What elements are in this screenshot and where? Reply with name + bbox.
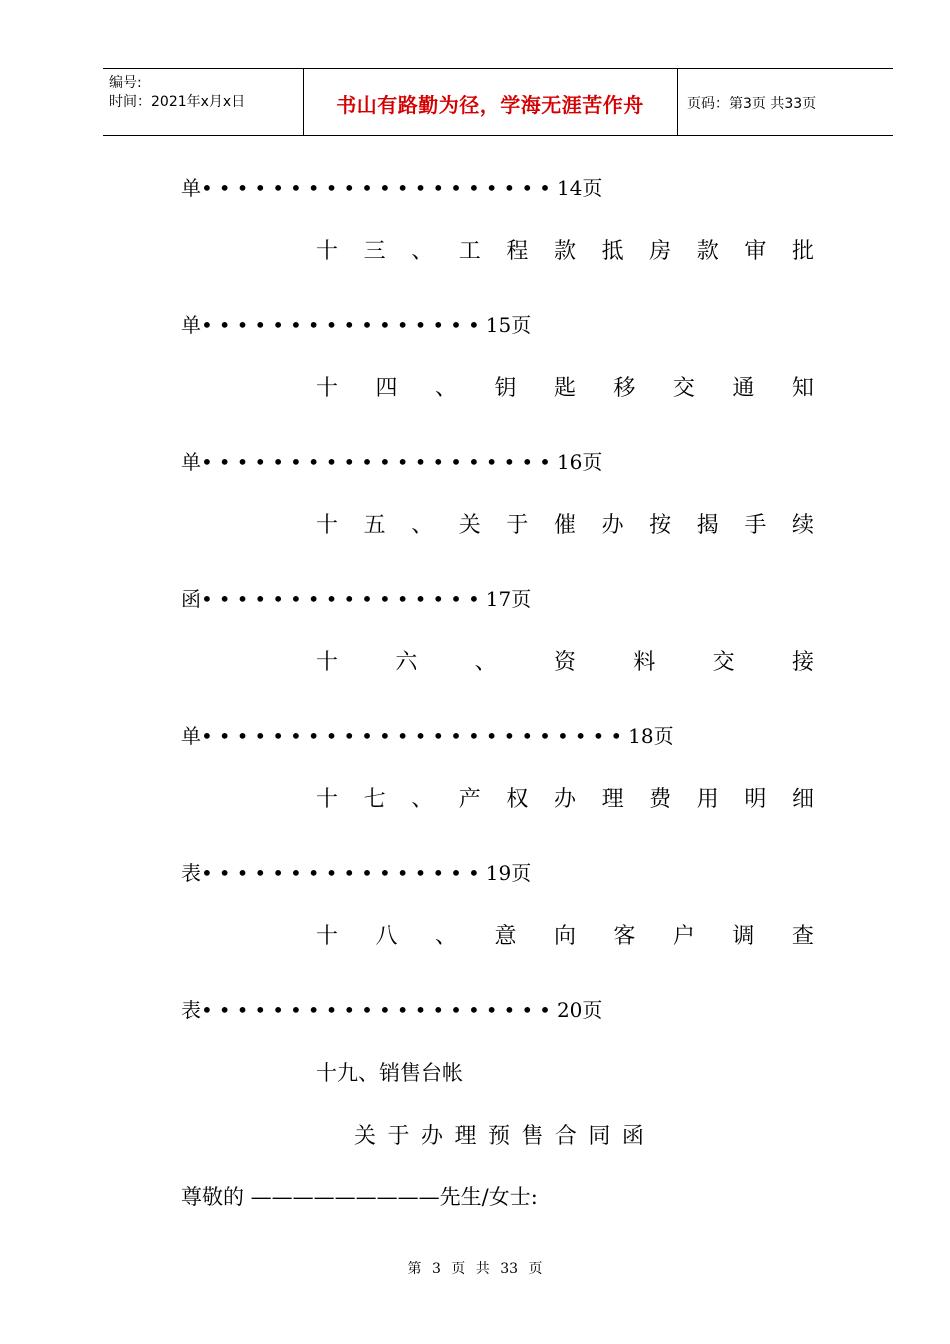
title-char: 关 <box>458 513 481 538</box>
title-char: 细 <box>791 787 814 812</box>
title-char: 向 <box>553 924 576 949</box>
toc-entry-title <box>316 919 814 950</box>
title-char: 费 <box>649 787 672 812</box>
title-char: 合 <box>554 1124 577 1149</box>
title-char: 审 <box>744 239 767 264</box>
title-char: 六 <box>395 650 418 675</box>
title-char: 十 <box>316 924 339 949</box>
title-char: 交 <box>672 376 695 401</box>
title-char: 通 <box>732 376 755 401</box>
page-header <box>103 68 893 136</box>
title-char: 程 <box>506 239 529 264</box>
title-char: 、 <box>434 376 457 401</box>
title-char: 用 <box>696 787 719 812</box>
title-char: 明 <box>744 787 767 812</box>
toc-entry-title <box>316 371 814 402</box>
title-char: 交 <box>712 650 735 675</box>
header-number-label: 编号: <box>109 75 142 91</box>
title-char: 七 <box>363 787 386 812</box>
title-char: 理 <box>454 1124 477 1149</box>
title-char: 函 <box>621 1124 644 1149</box>
header-time-label: 时间：2021年x月x日 <box>109 94 246 110</box>
title-char: 手 <box>744 513 767 538</box>
document-title <box>354 1119 644 1150</box>
title-char: 于 <box>506 513 529 538</box>
title-char: 售 <box>521 1124 544 1149</box>
title-char: 八 <box>375 924 398 949</box>
header-slogan: 书山有路勤为径，学海无涯苦作舟 <box>336 93 644 117</box>
title-char: 十 <box>316 787 339 812</box>
page-footer: 第 3 页 共 33 页 <box>407 1261 543 1277</box>
title-char: 按 <box>649 513 672 538</box>
header-divider <box>677 69 678 135</box>
title-char: 移 <box>613 376 636 401</box>
title-char: 催 <box>553 513 576 538</box>
title-char: 知 <box>791 376 814 401</box>
title-char: 意 <box>494 924 517 949</box>
title-char: 料 <box>633 650 656 675</box>
title-char: 、 <box>474 650 497 675</box>
toc-entry-line: 单••••••••••••••••15页 <box>181 313 532 337</box>
title-char: 钥 <box>494 376 517 401</box>
title-char: 十 <box>316 376 339 401</box>
salutation: 尊敬的 —————————先生/女士: <box>181 1185 538 1209</box>
toc-entry-title <box>316 645 814 676</box>
title-char: 资 <box>553 650 576 675</box>
title-char: 查 <box>791 924 814 949</box>
title-char: 户 <box>672 924 695 949</box>
title-char: 办 <box>553 787 576 812</box>
title-char: 十 <box>316 239 339 264</box>
title-char: 关 <box>354 1124 377 1149</box>
title-char: 客 <box>613 924 636 949</box>
title-char: 批 <box>791 239 814 264</box>
toc-entry-line: 单••••••••••••••••••••14页 <box>181 176 603 200</box>
toc-entry-line: 表••••••••••••••••19页 <box>181 861 532 885</box>
title-char: 款 <box>553 239 576 264</box>
title-char: 、 <box>411 513 434 538</box>
header-meta <box>109 74 245 112</box>
title-char: 办 <box>420 1124 443 1149</box>
title-char: 、 <box>434 924 457 949</box>
toc-entry-line: 函••••••••••••••••17页 <box>181 587 532 611</box>
header-page-info: 页码：第3页 共33页 <box>687 96 817 112</box>
title-char: 揭 <box>696 513 719 538</box>
title-char: 工 <box>458 239 481 264</box>
title-char: 权 <box>506 787 529 812</box>
title-char: 十 <box>316 650 339 675</box>
title-char: 五 <box>363 513 386 538</box>
title-char: 四 <box>375 376 398 401</box>
toc-entry-line: 单••••••••••••••••••••16页 <box>181 450 603 474</box>
toc-entry-line: 单••••••••••••••••••••••••18页 <box>181 724 674 748</box>
toc-entry-title-last: 十九、销售台帐 <box>316 1061 463 1085</box>
title-char: 、 <box>411 239 434 264</box>
title-char: 于 <box>387 1124 410 1149</box>
title-char: 抵 <box>601 239 624 264</box>
title-char: 办 <box>601 513 624 538</box>
title-char: 续 <box>791 513 814 538</box>
title-char: 三 <box>363 239 386 264</box>
title-char: 款 <box>696 239 719 264</box>
title-char: 房 <box>649 239 672 264</box>
title-char: 产 <box>458 787 481 812</box>
title-char: 预 <box>487 1124 510 1149</box>
toc-entry-line: 表••••••••••••••••••••20页 <box>181 998 603 1022</box>
toc-entry-title <box>316 234 814 265</box>
title-char: 调 <box>732 924 755 949</box>
title-char: 同 <box>588 1124 611 1149</box>
title-char: 、 <box>411 787 434 812</box>
title-char: 十 <box>316 513 339 538</box>
toc-entry-title <box>316 508 814 539</box>
title-char: 理 <box>601 787 624 812</box>
title-char: 匙 <box>553 376 576 401</box>
toc-entry-title <box>316 782 814 813</box>
title-char: 接 <box>791 650 814 675</box>
